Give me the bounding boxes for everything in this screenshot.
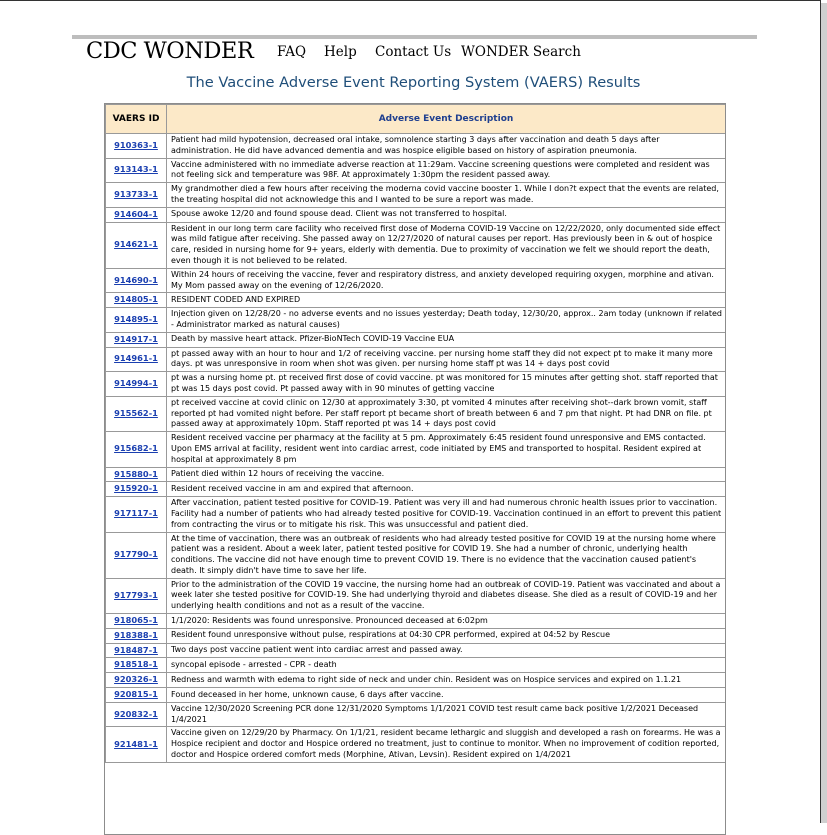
vaers-id-link[interactable]: 920832-1: [114, 708, 158, 719]
table-row: [106, 268, 726, 293]
table-row: [106, 467, 726, 482]
vaers-id-link[interactable]: 915880-1: [114, 468, 158, 479]
table-body: [106, 134, 726, 763]
event-description-cell: Within 24 hours of receiving the vaccine, fever and respiratory distress, and anxiety developed requiring oxygen, morphine and ativan. My Mom passed away on the evening of 12/26/2020.: [167, 268, 726, 293]
event-description-cell: 1/1/2020: Residents was found unresponsive. Pronounced deceased at 6:02pm: [167, 614, 726, 629]
table-row: [106, 347, 726, 372]
event-description-cell: Found deceased in her home, unknown cause, 6 days after vaccine.: [167, 688, 726, 703]
vaers-id-cell: [106, 222, 167, 268]
vaers-id-link[interactable]: 914621-1: [114, 239, 158, 250]
vaers-id-link[interactable]: 914917-1: [114, 333, 158, 344]
window-border-top: [0, 0, 821, 1]
table-row: [106, 308, 726, 333]
table-row: [106, 727, 726, 762]
nav-help[interactable]: Help: [324, 44, 357, 60]
event-description-cell: Injection given on 12/28/20 - no adverse events and no issues yesterday; Death today, 12/30/20, approx.. 2am today (unknown if related - Administrator marked as natural causes): [167, 308, 726, 333]
event-description-cell: pt passed away with an hour to hour and 1/2 of receiving vaccine. per nursing home staff they did not expect pt to make it many more days. pt was unresponsive in room when shot was given. per nursing home staff pt was 14 + days post covid: [167, 347, 726, 372]
table-header-row: [106, 105, 726, 134]
table-row: [106, 628, 726, 643]
nav-contact-us[interactable]: Contact Us: [375, 44, 452, 60]
event-description-cell: Death by massive heart attack. Pfizer-BioNTech COVID-19 Vaccine EUA: [167, 332, 726, 347]
event-description-cell: Resident received vaccine per pharmacy at the facility at 5 pm. Approximately 6:45 resident found unresponsive and EMS contacted. Upon EMS arrival at facility, resident went into cardiac arrest, code initiated by EMS and transported to hospital. Resident expired at hospital at approximately 8 pm: [167, 432, 726, 467]
table-row: [106, 332, 726, 347]
event-description-cell: After vaccination, patient tested positive for COVID-19. Patient was very ill and had numerous chronic health issues prior to vaccination. Facility had a number of patients who had already tested positive for COVID-19. Vaccination continued in an effort to prevent this patient from contracting the virus or to mitigate his risk. This was unsuccessful and patient died.: [167, 497, 726, 532]
vaers-id-link[interactable]: 915920-1: [114, 483, 158, 494]
event-description-cell: Patient died within 12 hours of receiving the vaccine.: [167, 467, 726, 482]
table-row: [106, 432, 726, 467]
vaers-id-cell: [106, 293, 167, 308]
vaers-id-link[interactable]: 918388-1: [114, 629, 158, 640]
vaers-id-link[interactable]: 914805-1: [114, 294, 158, 305]
event-description-cell: pt received vaccine at covid clinic on 12/30 at approximately 3:30, pt vomited 4 minutes after receiving shot--dark brown vomit, staff reported pt had vomited night before. Per staff report pt became short of breath between 6 and 7 pm that night. Pt had DNR on file. pt passed away at approximately 10pm. Staff reported pt was 14 + days post covid: [167, 396, 726, 431]
table-row: [106, 158, 726, 183]
event-description-cell: Redness and warmth with edema to right side of neck and under chin. Resident was on Hospice services and expired on 1.1.21: [167, 673, 726, 688]
table-row: [106, 396, 726, 431]
vaers-id-cell: [106, 727, 167, 762]
table-row: [106, 134, 726, 159]
event-description-cell: Two days post vaccine patient went into cardiac arrest and passed away.: [167, 643, 726, 658]
vaers-id-link[interactable]: 918065-1: [114, 615, 158, 626]
table-row: [106, 222, 726, 268]
table-row: [106, 673, 726, 688]
vaers-id-cell: [106, 688, 167, 703]
vaers-id-cell: [106, 158, 167, 183]
window-shadow: [821, 3, 827, 823]
table-row: [106, 183, 726, 208]
vaers-id-link[interactable]: 917793-1: [114, 589, 158, 600]
vaers-id-link[interactable]: 920815-1: [114, 689, 158, 700]
vaers-id-cell: [106, 134, 167, 159]
event-description-cell: Vaccine administered with no immediate adverse reaction at 11:29am. Vaccine screening questions were completed and resident was not feeling sick and temperature was 98F. At approximately 1:30pm the resident passed away.: [167, 158, 726, 183]
nav-faq[interactable]: FAQ: [277, 44, 307, 60]
table-row: [106, 658, 726, 673]
vaers-id-cell: [106, 673, 167, 688]
vaers-id-link[interactable]: 917117-1: [114, 508, 158, 519]
vaers-id-link[interactable]: 914604-1: [114, 208, 158, 219]
vaers-id-cell: [106, 467, 167, 482]
table-row: [106, 497, 726, 532]
table-row: [106, 702, 726, 727]
results-table: [105, 104, 726, 763]
vaers-id-cell: [106, 643, 167, 658]
event-description-cell: Resident received vaccine in am and expired that afternoon.: [167, 482, 726, 497]
table-row: [106, 578, 726, 613]
event-description-cell: RESIDENT CODED AND EXPIRED: [167, 293, 726, 308]
vaers-id-link[interactable]: 910363-1: [114, 139, 158, 150]
event-description-cell: pt was a nursing home pt. pt received first dose of covid vaccine. pt was monitored for 15 minutes after getting shot. staff reported that pt was 15 days post covid. Pt passed away with in 90 minutes of getting vaccine: [167, 372, 726, 397]
table-row: [106, 207, 726, 222]
event-description-cell: Resident in our long term care facility who received first dose of Moderna COVID-19 Vaccine on 12/22/2020, only documented side effect was mild fatigue after receiving. She passed away on 12/27/2020 of natural causes per report. Has previously been in & out of hospice care, resided in nursing home for 9+ years, elderly with dementia. Due to proximity of vaccination we felt we should report the death, even though it is not believed to be related.: [167, 222, 726, 268]
vaers-id-link[interactable]: 917790-1: [114, 549, 158, 560]
event-description-cell: My grandmother died a few hours after receiving the moderna covid vaccine booster 1. While I don?t expect that the events are related, the treating hospital did not acknowledge this and I wanted to be sure a report was made.: [167, 183, 726, 208]
vaers-id-cell: [106, 268, 167, 293]
column-header-vaers-id: VAERS ID: [106, 105, 167, 134]
vaers-id-cell: [106, 578, 167, 613]
vaers-id-cell: [106, 396, 167, 431]
vaers-id-cell: [106, 614, 167, 629]
table-row: [106, 372, 726, 397]
results-table-container: [104, 103, 726, 835]
event-description-cell: Prior to the administration of the COVID 19 vaccine, the nursing home had an outbreak of COVID-19. Patient was vaccinated and about a week later she tested positive for COVID-19. She had underlying thyroid and diabetes disease. She died as a result of COVID-19 and her underlying health conditions and not as a result of the vaccine.: [167, 578, 726, 613]
vaers-id-link[interactable]: 914994-1: [114, 378, 158, 389]
vaers-id-link[interactable]: 914961-1: [114, 353, 158, 364]
vaers-id-cell: [106, 482, 167, 497]
vaers-id-link[interactable]: 918518-1: [114, 659, 158, 670]
vaers-id-cell: [106, 658, 167, 673]
table-row: [106, 643, 726, 658]
event-description-cell: syncopal episode - arrested - CPR - death: [167, 658, 726, 673]
vaers-id-cell: [106, 628, 167, 643]
table-row: [106, 293, 726, 308]
vaers-id-cell: [106, 183, 167, 208]
vaers-id-link[interactable]: 913733-1: [114, 189, 158, 200]
vaers-id-cell: [106, 372, 167, 397]
page-title: The Vaccine Adverse Event Reporting System (VAERS) Results: [186, 74, 641, 91]
nav-wonder-search[interactable]: WONDER Search: [461, 44, 581, 60]
event-description-cell: Resident found unresponsive without pulse, respirations at 04:30 CPR performed, expired at 04:52 by Rescue: [167, 628, 726, 643]
table-row: [106, 482, 726, 497]
vaers-id-link[interactable]: 921481-1: [114, 738, 158, 749]
vaers-id-link[interactable]: 918487-1: [114, 644, 158, 655]
vaers-id-cell: [106, 432, 167, 467]
table-row: [106, 688, 726, 703]
table-row: [106, 532, 726, 578]
vaers-id-cell: [106, 532, 167, 578]
vaers-id-cell: [106, 207, 167, 222]
event-description-cell: Patient had mild hypotension, decreased oral intake, somnolence starting 3 days after vaccination and death 5 days after administration. He did have advanced dementia and was hospice eligible based on history of aspiration pneumonia.: [167, 134, 726, 159]
vaers-id-cell: [106, 702, 167, 727]
cdc-wonder-logo[interactable]: CDC WONDER: [86, 38, 254, 64]
vaers-id-cell: [106, 497, 167, 532]
vaers-id-cell: [106, 347, 167, 372]
vaers-id-cell: [106, 332, 167, 347]
vaers-id-cell: [106, 308, 167, 333]
event-description-cell: Vaccine given on 12/29/20 by Pharmacy. On 1/1/21, resident became lethargic and sluggish and developed a rash on forearms. He was a Hospice recipient and doctor and Hospice ordered no treatment, just to continue to monitor. When no improvement of codition reported, doctor and Hospice ordered comfort meds (Morphine, Ativan, Levsin). Resident expired on 1/4/2021: [167, 727, 726, 762]
vaers-id-link[interactable]: 913143-1: [114, 164, 158, 175]
vaers-id-link[interactable]: 914690-1: [114, 274, 158, 285]
vaers-id-link[interactable]: 920326-1: [114, 674, 158, 685]
event-description-cell: At the time of vaccination, there was an outbreak of residents who had already tested positive for COVID 19 at the nursing home where patient was a resident. About a week later, patient tested positive for COVID 19. She had a number of chronic, underlying health conditions. The vaccine did not have enough time to prevent COVID 19. There is no evidence that the vaccination caused patient's death. It simply didn't have time to save her life.: [167, 532, 726, 578]
vaers-id-link[interactable]: 915682-1: [114, 443, 158, 454]
vaers-id-link[interactable]: 914895-1: [114, 314, 158, 325]
column-header-description: Adverse Event Description: [167, 105, 726, 134]
table-row: [106, 614, 726, 629]
event-description-cell: Vaccine 12/30/2020 Screening PCR done 12/31/2020 Symptoms 1/1/2021 COVID test result came back positive 1/2/2021 Deceased 1/4/2021: [167, 702, 726, 727]
vaers-id-link[interactable]: 915562-1: [114, 408, 158, 419]
event-description-cell: Spouse awoke 12/20 and found spouse dead. Client was not transferred to hospital.: [167, 207, 726, 222]
